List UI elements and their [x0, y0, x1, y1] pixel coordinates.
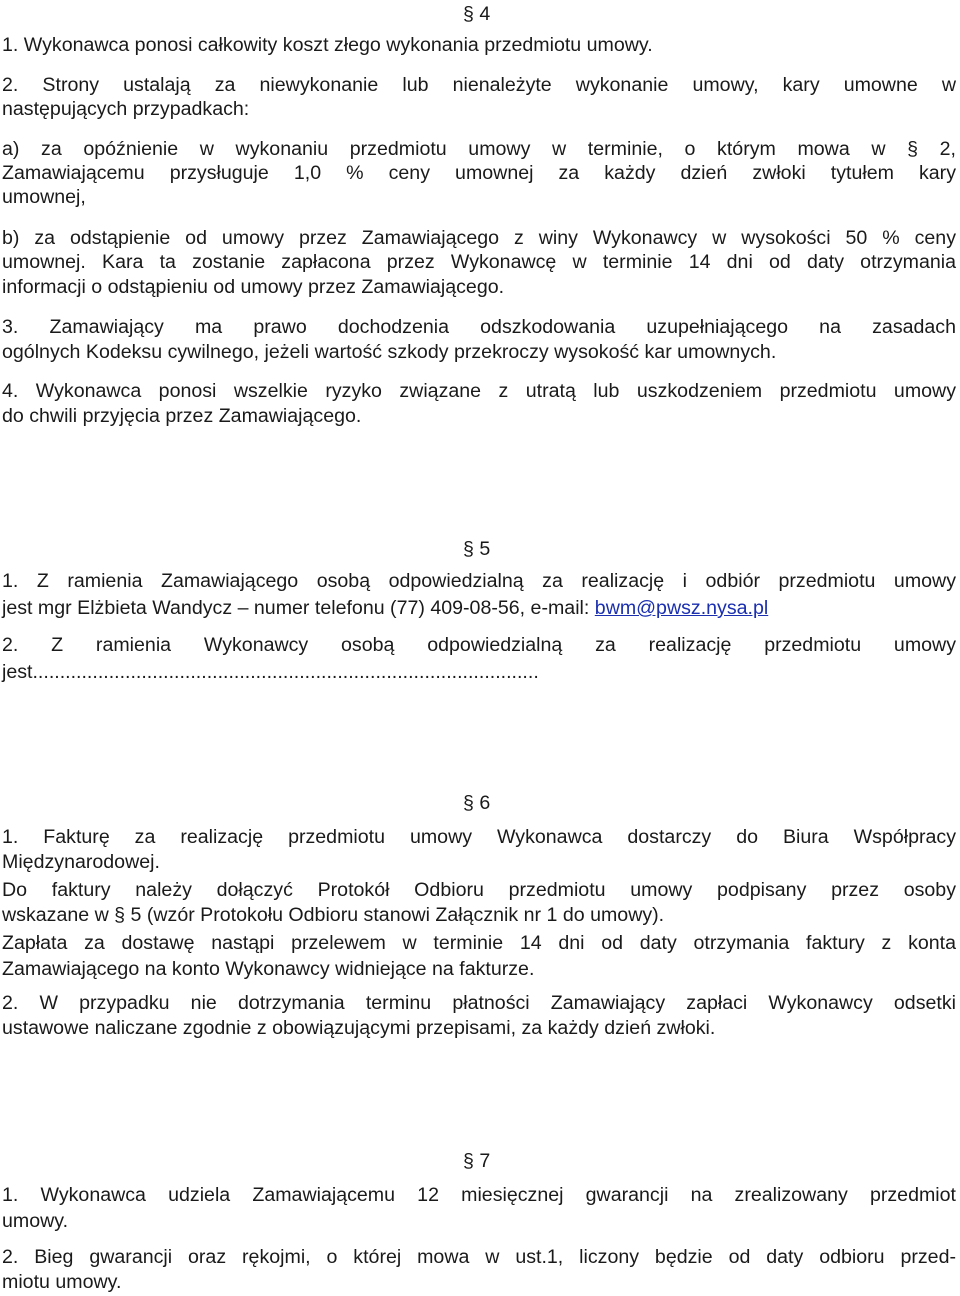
s4-item-b-line-1: b) za odstąpienie od umowy przez Zamawiającego z winy Wykonawcy w wysokości 50 % ceny [2, 227, 956, 249]
s4-item-b-line-2: umownej. Kara ta zostanie zapłacona przez Wykonawcę w terminie 14 dni od daty otrzymania [2, 251, 956, 273]
s4-paragraph-4-line-2: do chwili przyjęcia przez Zamawiającego. [2, 405, 362, 427]
s4-item-a-line-3: umownej, [2, 186, 86, 208]
s7-paragraph-2-line-1: 2. Bieg gwarancji oraz rękojmi, o której mowa w ust.1, liczony będzie od daty odbioru przed- [2, 1246, 956, 1268]
s4-item-b-line-3: informacji o odstąpieniu od umowy przez Zamawiającego. [2, 276, 505, 298]
s6-paragraph-1-line-2: Międzynarodowej. [2, 851, 160, 873]
s6-paragraph-1-line-1: 1. Fakturę za realizację przedmiotu umowy Wykonawca dostarczy do Biura Współpracy [2, 826, 956, 848]
s6-attachment-line-2: wskazane w § 5 (wzór Protokołu Odbioru stanowi Załącznik nr 1 do umowy). [2, 904, 665, 926]
section-4-heading: § 4 [463, 3, 491, 25]
s7-paragraph-1-line-1: 1. Wykonawca udziela Zamawiającemu 12 miesięcznej gwarancji na zrealizowany przedmiot [2, 1184, 956, 1206]
s4-item-a-line-2: Zamawiającemu przysługuje 1,0 % ceny umownej za każdy dzień zwłoki tytułem kary [2, 162, 956, 184]
s6-paragraph-2-line-1: 2. W przypadku nie dotrzymania terminu płatności Zamawiający zapłaci Wykonawcy odsetki [2, 992, 956, 1014]
s4-paragraph-4-line-1: 4. Wykonawca ponosi wszelkie ryzyko związane z utratą lub uszkodzeniem przedmiotu umowy [2, 380, 956, 402]
s6-payment-line-2: Zamawiającego na konto Wykonawcy widniejące na fakturze. [2, 958, 535, 980]
s6-attachment-line-1: Do faktury należy dołączyć Protokół Odbioru przedmiotu umowy podpisany przez osoby [2, 879, 956, 901]
s4-paragraph-2-line-1: 2. Strony ustalają za niewykonanie lub nienależyte wykonanie umowy, kary umowne w [2, 74, 956, 96]
s4-paragraph-3-line-2: ogólnych Kodeksu cywilnego, jeżeli wartość szkody przekroczy wysokość kar umownych. [2, 341, 777, 363]
s5-paragraph-2-line-2: jest............................................................................................. [2, 661, 539, 683]
s5-paragraph-2-line-1: 2. Z ramienia Wykonawcy osobą odpowiedzialną za realizację przedmiotu umowy [2, 634, 956, 656]
s4-paragraph-2-line-2: następujących przypadkach: [2, 98, 250, 120]
s5-contact-text: jest mgr Elżbieta Wandycz – numer telefonu (77) 409-08-56, e-mail: [2, 597, 595, 619]
s4-item-a-line-1: a) za opóźnienie w wykonaniu przedmiotu umowy w terminie, o którym mowa w § 2, [2, 138, 956, 160]
s5-paragraph-1-line-1: 1. Z ramienia Zamawiającego osobą odpowiedzialną za realizację i odbiór przedmiotu umowy [2, 570, 956, 592]
s6-payment-line-1: Zapłata za dostawę nastąpi przelewem w terminie 14 dni od daty otrzymania faktury z konta [2, 932, 956, 954]
email-link[interactable]: bwm@pwsz.nysa.pl [594, 597, 769, 619]
section-7-heading: § 7 [463, 1150, 491, 1172]
s7-paragraph-2-line-2: miotu umowy. [2, 1271, 122, 1293]
s6-paragraph-2-line-2: ustawowe naliczane zgodnie z obowiązującymi przepisami, za każdy dzień zwłoki. [2, 1017, 716, 1039]
s7-paragraph-1-line-2: umowy. [2, 1210, 69, 1232]
s4-paragraph-1: 1. Wykonawca ponosi całkowity koszt złego wykonania przedmiotu umowy. [2, 34, 653, 56]
s5-paragraph-1-line-2 [2, 596, 768, 620]
s4-paragraph-3-line-1: 3. Zamawiający ma prawo dochodzenia odszkodowania uzupełniającego na zasadach [2, 316, 956, 338]
section-6-heading: § 6 [463, 792, 491, 814]
section-5-heading: § 5 [463, 538, 491, 560]
